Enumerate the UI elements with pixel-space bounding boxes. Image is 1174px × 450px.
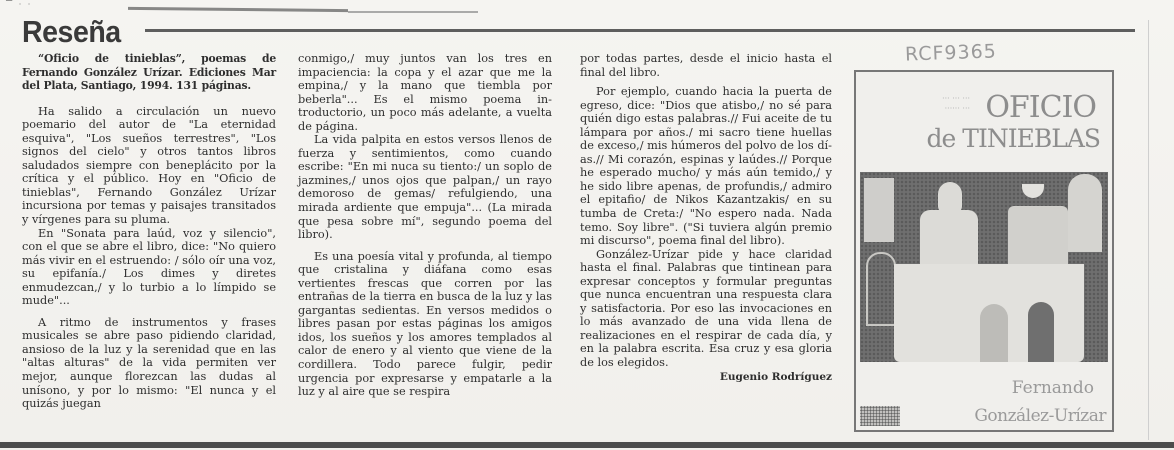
author-byline: Eugenio Rodríguez	[719, 370, 832, 383]
bottom-rule-divider	[0, 442, 1174, 448]
publisher-logo-icon	[860, 406, 900, 426]
article-column-1	[22, 52, 276, 411]
article-paragraph: A ritmo de instrumentos y frases musicales se abre paso pidiendo claridad, ansioso de la luz y la serenidad que en las "altas alturas" de la vida permiten ver mejor, aunque florezcan las dudas al unísono, y por lo mismo: "El nunca y el quizás juegan	[22, 315, 276, 411]
book-cover-image	[854, 70, 1114, 432]
show-through-text: ··· ··· ··· ··· ······	[942, 94, 970, 113]
ornament-shape	[866, 252, 896, 326]
arch-shape	[1028, 302, 1054, 362]
article-paragraph: Es una poesía vital y profunda, al tiempo que cristalina y diáfana como esas vertientes frescas que corren por las entrañas de la tierra en busca de la luz y las gargantas sedientas. En versos medidos o libres pasan por estas páginas los amigos idos, los sueños y los amores templados al calor de enero y al viento que viene de la cordillera. Todo parece fulgir, pedir urgencia por expresarse y empatarle a la luz y al aire que se respira	[298, 249, 552, 399]
goblet-shape	[1022, 184, 1044, 198]
clipping-edge	[1148, 20, 1149, 440]
article-column-2	[298, 52, 552, 399]
section-title: Reseña	[22, 14, 121, 49]
book-reference: “Oficio de tinieblas”, poemas de Fernando González Urízar. Ediciones Mar del Plata, Santiago, 1994. 131 páginas.	[22, 52, 276, 93]
article-paragraph: La vida palpita en estos versos llenos de fuerza y sentimientos, como cuando escribe: "En mi nuca su tiento:/ un soplo de jazmines,/ unos ojos que palpan,/ un rayo demoroso de gemas/ refulgiendo, una mirada ardiente que empuja"... (La mirada que pesa sobre mí", segundo poema del libro).	[298, 133, 552, 242]
cover-title-line-2: de TINIEBLAS	[926, 124, 1100, 153]
article-paragraph-continued: por todas partes, desde el inicio hasta el final del libro.	[580, 52, 832, 79]
header-rule-divider	[145, 29, 1135, 32]
article-paragraph: En "Sonata para laúd, voz y silencio", con el que se abre el libro, dice: "No quiero más vivir en el estruendo: / sólo oír una voz, su epifanía./ Los dimes y diretes enmudezcan,/ y lo turbio a lo límpido se mude"...	[22, 226, 276, 308]
archive-stamp: RCF9365	[904, 40, 998, 66]
article-paragraph: Por ejemplo, cuando hacia la puerta de egreso, dice: "Dios que atisbo,/ no sé para quién digo estas palabras.// Fui aceite de tu lámpara por años./ mi sacro tiene huellas de exceso,/ mis húmeros del polvo de los días.// Mi corazón, espinas y laúdes.// Porque he esperado mucho/ y más aún temido,/ y he sido libre apenas, de profundis,/ admiro el epitafio/ de Nikos Kazantzakis/ en su tumba de Creta:/ "No espero nada. Nada temo. Soy libre". ("Si tuviera algún premio mi discurso", poema final del libro).	[580, 85, 832, 248]
arch-shape	[980, 304, 1008, 362]
article-paragraph-continued: conmigo,/ muy juntos van los tres en impaciencia: la copa y el azar que me la empina,/ y la mano que tiembla por beberla"... Es el mismo poema introductorio, un poco más adelante, a vuelta de página.	[298, 52, 552, 133]
article-paragraph: González-Urízar pide y hace claridad hasta el final. Palabras que tintinean para expresar conceptos y formular preguntas que nunca encuentran una respuesta clara y satisfactoria. Por eso las invocaciones en lo más avanzado de una vida llena de realizaciones en el respirar de cada día, y en la palabra escrita. Esa cruz y esa gloria de los elegidos.	[580, 247, 832, 370]
figure-body-shape	[920, 210, 978, 270]
scan-artifact-line	[348, 11, 478, 13]
window-shape	[864, 178, 894, 242]
cover-title-line-1: OFICIO	[985, 90, 1096, 125]
clipped-edge-fragment: ▔ · ·	[6, 0, 33, 9]
cover-author-first-name: Fernando	[1011, 378, 1094, 398]
cover-illustration	[860, 172, 1108, 362]
article-paragraph: Ha salido a circulación un nuevo poemario del autor de "La eternidad esquiva", "Los sueños terrestres", "Los signos del cielo" y otros tantos libros saludados siempre con beneplácito por la crítica y el público. Hoy en "Oficio de tinieblas", Fernando González Urízar incursiona por temas y paisajes transitados y vírgenes para su pluma.	[22, 104, 276, 227]
seated-figure-shape	[1008, 206, 1068, 270]
article-column-3	[580, 52, 832, 384]
arched-window-shape	[1068, 174, 1102, 252]
cover-author-surname: González-Urízar	[974, 406, 1106, 426]
scan-artifact-line	[128, 7, 348, 12]
